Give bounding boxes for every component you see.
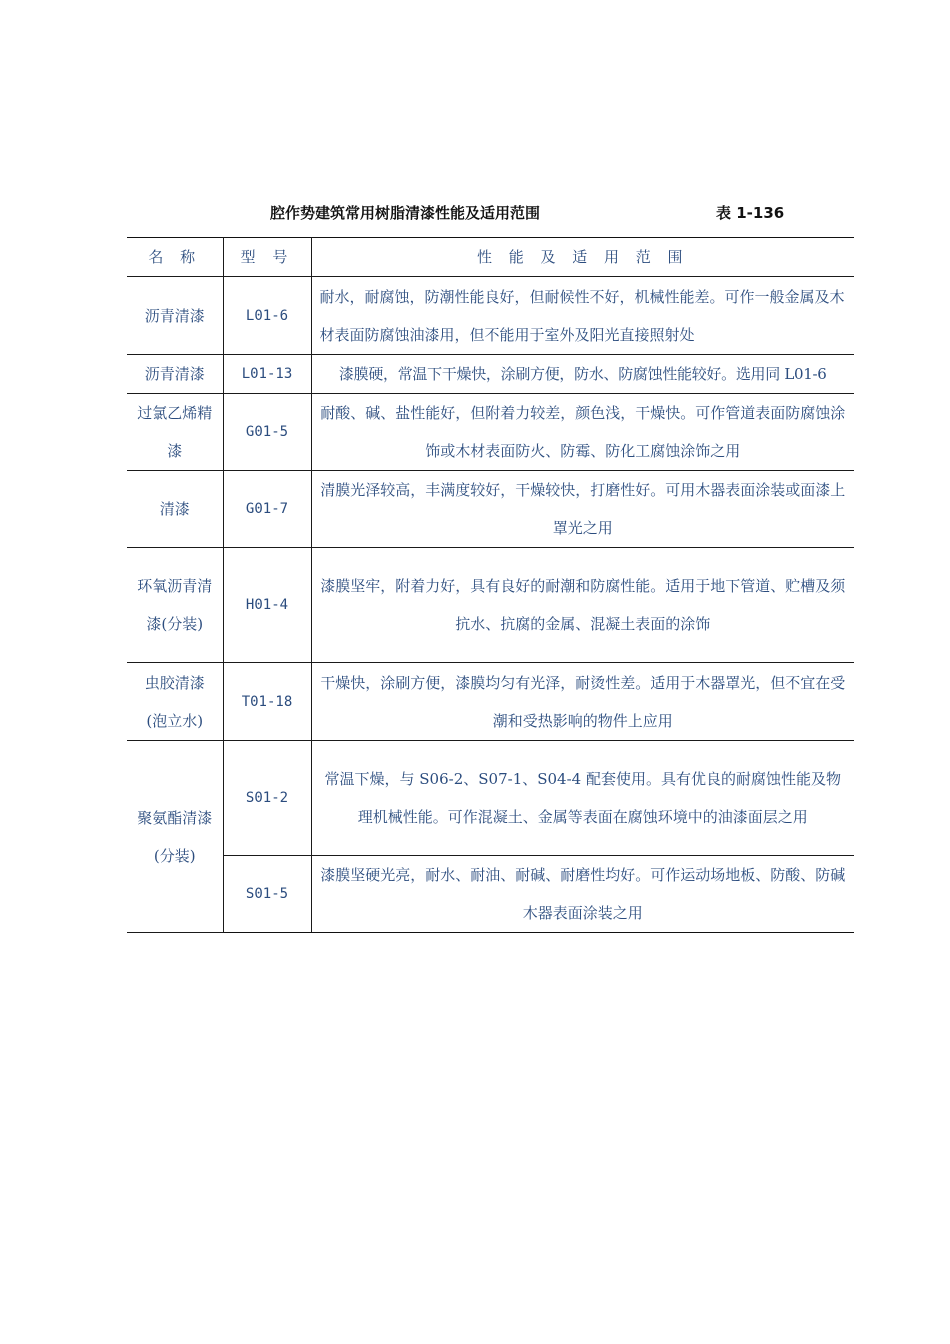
row-model: G01-5: [223, 394, 311, 471]
row-name: 清漆: [127, 471, 223, 548]
row-name: 聚氨酯清漆(分装): [127, 741, 223, 933]
row-model: T01-18: [223, 663, 311, 741]
row-desc: 耐水，耐腐蚀，防潮性能良好，但耐候性不好，机械性能差。可作一般金属及木材表面防腐蚀油漆用，但不能用于室外及阳光直接照射处: [311, 277, 854, 355]
row-model: G01-7: [223, 471, 311, 548]
table-row: [127, 394, 854, 471]
row-model: L01-6: [223, 277, 311, 355]
row-name: 虫胶清漆(泡立水): [127, 663, 223, 741]
table-row: [127, 277, 854, 355]
row-name: 环氧沥青清漆(分装): [127, 548, 223, 663]
row-desc: 漆膜坚牢，附着力好，具有良好的耐潮和防腐性能。适用于地下管道、贮槽及须抗水、抗腐的金属、混凝土表面的涂饰: [311, 548, 854, 663]
table-row: [127, 548, 854, 663]
header-name: 名 称: [127, 238, 223, 277]
row-model: H01-4: [223, 548, 311, 663]
header-model: 型 号: [223, 238, 311, 277]
table-header-row: [127, 238, 854, 277]
row-desc: 清膜光泽较高，丰满度较好，干燥较快，打磨性好。可用木器表面涂装或面漆上罩光之用: [311, 471, 854, 548]
row-model: S01-2: [223, 741, 311, 856]
table-row: [127, 355, 854, 394]
row-name: 过氯乙烯精漆: [127, 394, 223, 471]
header-desc: 性 能 及 适 用 范 围: [311, 238, 854, 277]
row-name: 沥青清漆: [127, 277, 223, 355]
table-row: [127, 663, 854, 741]
row-desc: 干燥快，涂刷方便，漆膜均匀有光泽，耐烫性差。适用于木器罩光，但不宜在受潮和受热影响的物件上应用: [311, 663, 854, 741]
row-name: 沥青清漆: [127, 355, 223, 394]
resin-varnish-table: [127, 237, 854, 933]
row-desc: 漆膜坚硬光亮，耐水、耐油、耐碱、耐磨性均好。可作运动场地板、防酸、防碱木器表面涂装之用: [311, 856, 854, 933]
table-row: [127, 741, 854, 856]
table-number: 表 1-136: [716, 204, 785, 222]
page-title: 腔作势建筑常用树脂清漆性能及适用范围: [270, 204, 541, 222]
row-model: L01-13: [223, 355, 311, 394]
table-row: [127, 856, 854, 933]
row-desc: 常温下燥，与 S06-2、S07-1、S04-4 配套使用。具有优良的耐腐蚀性能及物理机械性能。可作混凝土、金属等表面在腐蚀环境中的油漆面层之用: [311, 741, 854, 856]
row-desc: 漆膜硬，常温下干燥快，涂刷方便，防水、防腐蚀性能较好。选用同 L01-6: [311, 355, 854, 394]
table-row: [127, 471, 854, 548]
page-title-bar: [127, 200, 855, 224]
row-model: S01-5: [223, 856, 311, 933]
row-desc: 耐酸、碱、盐性能好，但附着力较差，颜色浅，干燥快。可作管道表面防腐蚀涂饰或木材表面防火、防霉、防化工腐蚀涂饰之用: [311, 394, 854, 471]
